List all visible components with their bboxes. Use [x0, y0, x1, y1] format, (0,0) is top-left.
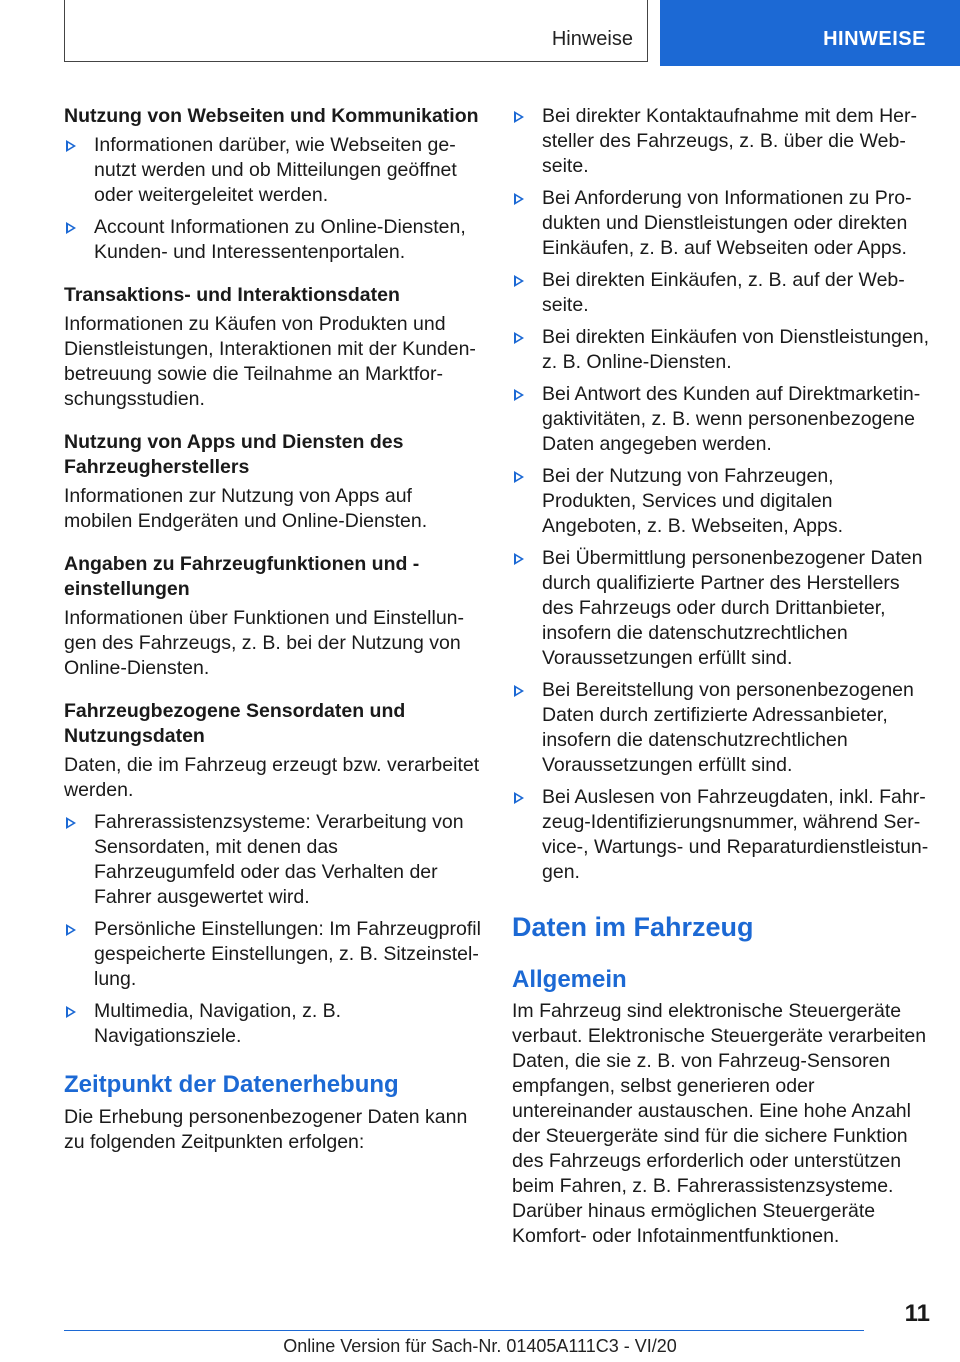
list-item: Account Informationen zu Online-Diensten, Kunden- und Interessentenportalen. — [64, 215, 482, 265]
section-heading: Transaktions- und Interaktionsdaten — [64, 284, 400, 306]
triangle-bullet-icon — [66, 1006, 76, 1018]
paragraph: Die Erhebung personenbezogener Daten kann zu folgenden Zeitpunkten erfolgen: — [64, 1106, 468, 1153]
chapter-heading: Zeitpunkt der Datenerhebung — [64, 1071, 399, 1098]
header-section-title: Hinweise — [551, 28, 633, 50]
list-item: Bei Antwort des Kunden auf Direktmarketingaktivitäten, z. B. wenn personenbezogene Daten angegeben werden. — [512, 382, 932, 457]
paragraph: Informationen über Funktionen und Einstellungen des Fahrzeugs, z. B. bei der Nutzung von Online-Diensten. — [64, 607, 465, 679]
page-number: 11 — [904, 1300, 930, 1327]
triangle-bullet-icon — [514, 471, 524, 483]
section-heading: Angaben zu Fahrzeugfunktionen und -einstellungen — [64, 553, 420, 600]
section-heading: Fahrzeugbezogene Sensordaten und Nutzungsdaten — [64, 700, 406, 747]
list-item: Bei Bereitstellung von personenbezogenen Daten durch zertifizierte Adressanbieter, insofern die datenschutzrechtlichen Voraussetzungen erfüllt sind. — [512, 678, 932, 778]
triangle-bullet-icon — [514, 193, 524, 205]
subchapter-heading: Allgemein — [512, 966, 627, 993]
list-item: Fahrerassistenzsysteme: Verarbeitung von Sensordaten, mit denen das Fahrzeugumfeld oder das Verhalten der Fahrer ausgewertet wird. — [64, 810, 482, 910]
footer-divider — [64, 1330, 864, 1331]
triangle-bullet-icon — [514, 553, 524, 565]
list-item: Informationen darüber, wie Webseiten genutzt werden und ob Mitteilungen geöffnet oder weitergeleitet werden. — [64, 133, 482, 208]
section-heading: Nutzung von Webseiten und Kommunikation — [64, 105, 479, 127]
triangle-bullet-icon — [514, 332, 524, 344]
paragraph: Im Fahrzeug sind elektronische Steuergeräte verbaut. Elektronische Steuergeräte verarbeiten Daten, die sie z. B. von Fahrzeug-Sensoren empfangen, selbst generieren oder untereinander austauschen. Eine hohe Anzahl der Steuergeräte sind für die sichere Funktion des Fahrzeugs erforderlich oder unterstützen beim Fahren, z. B. Fahrerassistenzsysteme. Darüber hinaus ermöglichen Steuergeräte Komfort- oder Infotainmentfunktionen. — [512, 1000, 927, 1247]
chapter-tab-label: HINWEISE — [823, 28, 926, 50]
triangle-bullet-icon — [66, 817, 76, 829]
list-item: Persönliche Einstellungen: Im Fahrzeugprofil gespeicherte Einstellungen, z. B. Sitzeinstellung. — [64, 917, 482, 992]
list-item: Bei direkter Kontaktaufnahme mit dem Hersteller des Fahrzeugs, z. B. über die Webseite. — [512, 104, 932, 179]
left-column — [64, 104, 482, 1155]
triangle-bullet-icon — [514, 685, 524, 697]
triangle-bullet-icon — [66, 222, 76, 234]
right-column — [512, 104, 932, 1249]
list-item: Bei direkten Einkäufen, z. B. auf der Webseite. — [512, 268, 932, 318]
list-item: Bei der Nutzung von Fahrzeugen, Produkten, Services und digitalen Angeboten, z. B. Webseiten, Apps. — [512, 464, 932, 539]
list-item: Bei Übermittlung personenbezogener Daten durch qualifizierte Partner des Herstellers des Fahrzeugs oder durch Drittanbieter, insofern die datenschutzrechtlichen Voraussetzungen erfüllt sind. — [512, 546, 932, 671]
bullet-list — [512, 104, 932, 885]
paragraph: Informationen zur Nutzung von Apps auf mobilen Endgeräten und Online-Diensten. — [64, 485, 428, 532]
list-item: Bei Auslesen von Fahrzeugdaten, inkl. Fahrzeug-Identifizierungsnummer, während Service-, Wartungs- und Reparaturdienstleistungen. — [512, 785, 932, 885]
triangle-bullet-icon — [66, 924, 76, 936]
triangle-bullet-icon — [66, 140, 76, 152]
chapter-tab[interactable] — [660, 0, 960, 66]
bullet-list — [64, 133, 482, 265]
list-item: Bei direkten Einkäufen von Dienstleistungen, z. B. Online-Diensten. — [512, 325, 932, 375]
section-heading: Nutzung von Apps und Diensten des Fahrzeugherstellers — [64, 431, 404, 478]
triangle-bullet-icon — [514, 792, 524, 804]
paragraph: Informationen zu Käufen von Produkten und Dienstleistungen, Interaktionen mit der Kundenbetreuung sowie die Teilnahme an Marktforschungsstudien. — [64, 313, 476, 410]
triangle-bullet-icon — [514, 275, 524, 287]
triangle-bullet-icon — [514, 389, 524, 401]
page-header — [0, 0, 960, 66]
paragraph: Daten, die im Fahrzeug erzeugt bzw. verarbeitet werden. — [64, 754, 480, 801]
chapter-heading: Daten im Fahrzeug — [512, 912, 754, 942]
list-item: Bei Anforderung von Informationen zu Produkten und Dienstleistungen oder direkten Einkäufen, z. B. auf Webseiten oder Apps. — [512, 186, 932, 261]
bullet-list — [64, 810, 482, 1049]
header-section-box — [64, 0, 648, 62]
triangle-bullet-icon — [514, 111, 524, 123]
list-item: Multimedia, Navigation, z. B. Navigationsziele. — [64, 999, 482, 1049]
footer-online-version: Online Version für Sach-Nr. 01405A111C3 - VI/20 — [283, 1336, 677, 1356]
